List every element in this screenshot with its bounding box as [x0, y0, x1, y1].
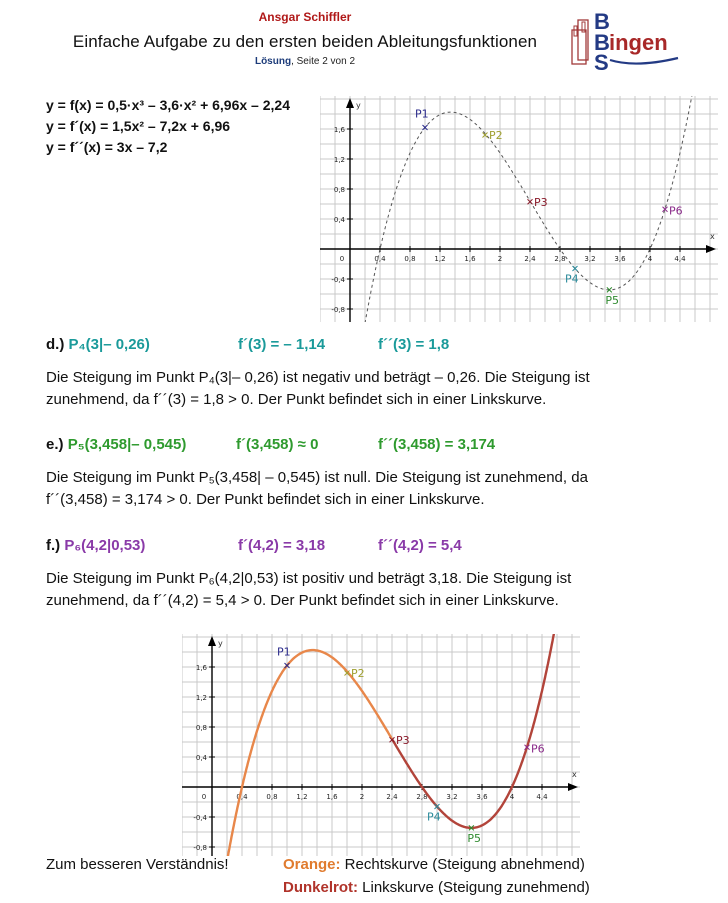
- section-e-line-2: f´´(3,458) = 3,174 > 0. Der Punkt befindet sich in einer Linkskurve.: [46, 491, 485, 508]
- y-tick-label: -0,8: [331, 306, 345, 314]
- x-tick-label: 0,4: [236, 793, 248, 801]
- section-e-label: e.): [46, 436, 64, 453]
- section-e-line-1: Die Steigung im Punkt P₅(3,458| – 0,545) ist null. Die Steigung ist zunehmend, da: [46, 469, 588, 486]
- x-tick-label: 2: [497, 255, 503, 263]
- point-label-p6: P6: [669, 204, 683, 218]
- section-e-point: P₅(3,458|– 0,545): [67, 436, 187, 453]
- graph-colored: [182, 634, 580, 856]
- curve-dotted: [365, 96, 693, 322]
- y-tick-label: -0,4: [331, 276, 345, 284]
- section-f-label: f.): [46, 537, 61, 554]
- x-tick-label: 0,8: [266, 793, 278, 801]
- section-d-point: P₄(3|– 0,26): [68, 336, 150, 353]
- point-label-p3: P3: [534, 195, 548, 209]
- section-f-line-1: Die Steigung im Punkt P₆(4,2|0,53) ist positiv und beträgt 3,18. Die Steigung ist: [46, 570, 572, 587]
- x-tick-label: 1,2: [434, 255, 446, 263]
- x-tick-label: 2,4: [386, 793, 398, 801]
- grid: [320, 96, 718, 322]
- x-tick-label: 3,6: [614, 255, 626, 263]
- point-label-p3: P3: [396, 733, 410, 747]
- y-tick-label: 0,4: [195, 754, 207, 762]
- section-d-line-1: Die Steigung im Punkt P₄(3|– 0,26) ist negativ und beträgt – 0,26. Die Steigung ist: [46, 369, 590, 386]
- bbs-bingen-logo: [566, 8, 686, 72]
- x-tick-label: 3,6: [476, 793, 488, 801]
- x-tick-label: 1,6: [464, 255, 476, 263]
- y-tick-label: 1,6: [195, 664, 207, 672]
- point-label-p6: P6: [531, 742, 545, 756]
- y-tick-label: 0,8: [333, 186, 345, 194]
- y-tick-label: 1,2: [333, 156, 345, 164]
- y-tick-label: 1,2: [195, 694, 207, 702]
- x-tick-label: 0,4: [374, 255, 386, 263]
- y-axis-label: y: [356, 101, 361, 110]
- x-tick-label: 1,2: [296, 793, 308, 801]
- x-tick-label: 2: [359, 793, 365, 801]
- x-axis-arrow: [568, 783, 578, 791]
- point-label-p2: P2: [489, 129, 503, 142]
- legend-red: [283, 879, 590, 896]
- x-tick-label: 2,8: [416, 793, 428, 801]
- equation-f1: y = f´(x) = 1,5x² – 7,2x + 6,96: [46, 118, 231, 134]
- point-label-p5: P5: [605, 293, 619, 307]
- point-label-p5: P5: [467, 831, 481, 845]
- x-axis-label: x: [710, 232, 715, 241]
- section-e-first-derivative: f´(3,458) ≈ 0: [236, 436, 319, 453]
- point-label-p1: P1: [415, 107, 429, 121]
- svg-text:S: S: [594, 50, 609, 72]
- page-info: , Seite 2 von 2: [291, 56, 356, 67]
- section-f-point: P₆(4,2|0,53): [64, 537, 146, 554]
- x-tick-label: 4,4: [536, 793, 548, 801]
- svg-text:ingen: ingen: [609, 30, 668, 55]
- section-f-text: [46, 568, 686, 612]
- x-tick-label: 4,4: [674, 255, 686, 263]
- section-d-header: [46, 336, 150, 353]
- page-title: Einfache Aufgabe zu den ersten beiden Ableitungsfunktionen: [72, 32, 538, 51]
- svg-text:B: B: [594, 9, 610, 34]
- equation-f2: y = f´´(x) = 3x – 7,2: [46, 139, 168, 155]
- x-tick-label: 1,6: [326, 793, 338, 801]
- section-d-line-2: zunehmend, da f´´(3) = 1,8 > 0. Der Punkt befindet sich in einer Linkskurve.: [46, 391, 547, 408]
- graph-dotted: [320, 96, 718, 322]
- x-axis-arrow: [706, 245, 716, 253]
- grid: [182, 634, 580, 856]
- section-e-text: [46, 467, 686, 511]
- section-f-line-2: zunehmend, da f´´(4,2) = 5,4 > 0. Der Punkt befindet sich in einer Linkskurve.: [46, 592, 559, 609]
- author-name: Ansgar Schiffler: [258, 10, 352, 24]
- x-tick-label: 3,2: [446, 793, 458, 801]
- point-label-p1: P1: [277, 645, 291, 659]
- y-tick-label: -0,4: [193, 814, 207, 822]
- section-e-second-derivative: f´´(3,458) = 3,174: [378, 436, 496, 453]
- footer-note: Zum besseren Verständnis!: [46, 856, 229, 873]
- y-axis-label: y: [218, 639, 223, 648]
- point-label-p2: P2: [351, 667, 365, 680]
- svg-text:B: B: [594, 30, 610, 55]
- legend-orange: [283, 856, 585, 873]
- x-tick-label: 0: [339, 255, 345, 263]
- x-tick-label: 4: [647, 255, 653, 263]
- x-tick-label: 0: [201, 793, 207, 801]
- legend-orange-text: Rechtskurve (Steigung abnehmend): [340, 856, 585, 873]
- legend-red-text: Linkskurve (Steigung zunehmend): [358, 879, 590, 896]
- equation-f: y = f(x) = 0,5·x³ – 3,6·x² + 6,96x – 2,24: [46, 97, 290, 113]
- section-d-text: [46, 367, 686, 411]
- section-f-header: [46, 537, 145, 554]
- y-tick-label: 1,6: [333, 126, 345, 134]
- y-tick-label: 0,4: [333, 216, 345, 224]
- x-tick-label: 2,4: [524, 255, 536, 263]
- x-tick-label: 4: [509, 793, 515, 801]
- x-tick-label: 0,8: [404, 255, 416, 263]
- section-f-second-derivative: f´´(4,2) = 5,4: [378, 537, 462, 554]
- legend-red-label: Dunkelrot:: [283, 879, 358, 896]
- point-label-p4: P4: [427, 810, 441, 824]
- section-e-header: [46, 436, 186, 453]
- section-d-label: d.): [46, 336, 65, 353]
- section-d-second-derivative: f´´(3) = 1,8: [378, 336, 450, 353]
- section-d-first-derivative: f´(3) = – 1,14: [238, 336, 326, 353]
- legend-orange-label: Orange:: [283, 856, 341, 873]
- y-tick-label: 0,8: [195, 724, 207, 732]
- x-axis-label: x: [572, 770, 577, 779]
- section-f-first-derivative: f´(4,2) = 3,18: [238, 537, 326, 554]
- point-label-p4: P4: [565, 272, 579, 286]
- solution-label: Lösung: [254, 56, 292, 67]
- curve-rechtskurve: [228, 650, 392, 856]
- x-tick-label: 2,8: [554, 255, 566, 263]
- page-subtitle: [0, 56, 610, 67]
- x-tick-label: 3,2: [584, 255, 596, 263]
- y-tick-label: -0,8: [193, 844, 207, 852]
